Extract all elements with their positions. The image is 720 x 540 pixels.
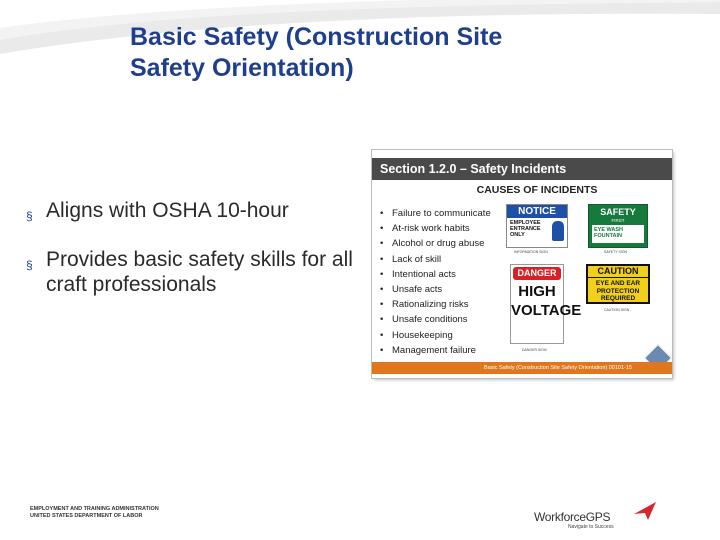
danger-sign-header: DANGER <box>513 267 561 280</box>
title-line-1: Basic Safety (Construction Site <box>130 23 503 51</box>
embedded-slide-image <box>372 150 672 378</box>
arrow-icon <box>632 500 658 522</box>
list-item: • Management failure <box>380 344 476 356</box>
danger-sign <box>510 264 582 344</box>
danger-sign-caption: DANGER SIGN <box>522 348 547 352</box>
bullet-text: Provides basic safety skills for all craft professionals <box>46 248 353 296</box>
safety-sign <box>588 204 648 248</box>
workforcegps-tagline: Navigate to Success <box>568 524 614 530</box>
workforcegps-logo <box>534 500 684 536</box>
safety-sign-caption: SAFETY SIGN <box>604 250 628 254</box>
list-item: • Unsafe acts <box>380 284 443 296</box>
title-line-2: Safety Orientation) <box>130 54 354 82</box>
slide-footer: Basic Safety (Construction Site Safety Orientation) 00101-15 <box>372 362 672 374</box>
danger-sign-body-1: HIGH <box>518 283 556 300</box>
list-item: • Housekeeping <box>380 329 453 341</box>
notice-sign <box>506 204 568 248</box>
bullet-mark: § <box>26 258 33 272</box>
dol-logo-line-2: UNITED STATES DEPARTMENT OF LABOR <box>30 513 143 519</box>
slide-header: Section 1.2.0 – Safety Incidents <box>372 158 672 180</box>
page-title <box>130 22 650 84</box>
safety-sign-small: FIRST <box>611 218 625 223</box>
list-item: • At-risk work habits <box>380 223 470 235</box>
notice-sign-body: EMPLOYEE ENTRANCE ONLY <box>510 220 541 238</box>
list-item: • Intentional acts <box>380 268 456 280</box>
list-item: • Lack of skill <box>380 253 442 265</box>
notice-sign-header: NOTICE <box>507 205 567 218</box>
bullet-mark: § <box>26 209 33 223</box>
caution-sign-caption: CAUTION SIGN <box>604 308 630 312</box>
bullet-item <box>26 198 366 229</box>
safety-sign-body: EYE WASH FOUNTAIN <box>592 225 644 243</box>
person-icon <box>552 221 564 241</box>
dol-logo <box>30 506 159 520</box>
list-item: • Unsafe conditions <box>380 314 468 326</box>
caution-sign-header: CAUTION <box>588 266 648 278</box>
list-item: • Rationalizing risks <box>380 299 469 311</box>
notice-sign-caption: INFORMATION SIGN <box>514 250 548 254</box>
slide-cause-list <box>380 206 506 358</box>
bullet-list <box>26 198 366 315</box>
caution-sign <box>586 264 650 304</box>
safety-sign-header: SAFETY <box>600 207 636 217</box>
bullet-item <box>26 247 366 297</box>
slide-subtitle: CAUSES OF INCIDENTS <box>476 184 598 196</box>
caution-sign-body: EYE AND EAR PROTECTION REQUIRED <box>595 280 641 302</box>
dol-logo-line-1: EMPLOYMENT AND TRAINING ADMINISTRATION <box>30 506 159 512</box>
list-item: • Alcohol or drug abuse <box>380 238 485 250</box>
workforcegps-name: WorkforceGPS <box>534 510 611 524</box>
bullet-text: Aligns with OSHA 10-hour <box>46 199 289 222</box>
danger-sign-body-2: VOLTAGE <box>511 302 582 319</box>
list-item: • Failure to communicate <box>380 208 491 219</box>
